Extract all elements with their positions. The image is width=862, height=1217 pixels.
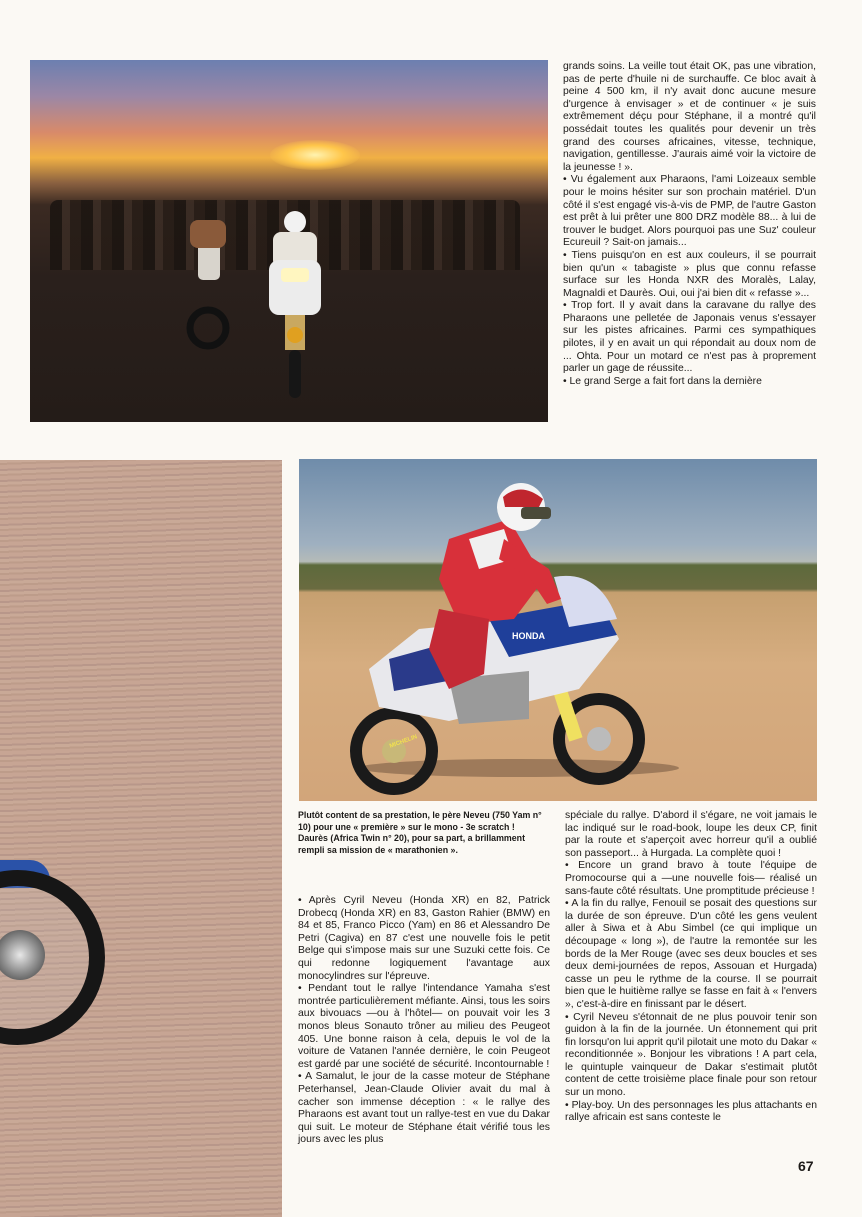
paragraph: • A Samalut, le jour de la casse moteur de Stéphane Peterhansel, Jean-Claude Olivier avait du mal à cacher son immense déception : « le rallye des Pharaons est avant tout un rallye-test en vue du Dakar qui suit. Le moteur de Stéphane était vérifié tous les jours avec les plus: [298, 1071, 550, 1147]
bivouac-sunset-photo: [30, 60, 548, 422]
paragraph: • Encore un grand bravo à toute l'équipe de Promocourse qui a —une nouvelle fois— réalisé un sans-faute côté résultats. Une promptitude précieuse !: [565, 860, 817, 898]
rider-honda-photo: [299, 459, 817, 801]
rider-illustration: [299, 459, 817, 801]
text-column-bottom-middle: [298, 895, 550, 1147]
tire-brand-label: MICHELIN: [388, 734, 419, 750]
paragraph: • Tiens puisqu'on en est aux couleurs, il se pourrait bien qu'un « tabagiste » plus que connu refasse surface sur les Honda NXR des Moralès, Lalay, Magnaldi et Daurès. Oui, oui j'ai bien dit « refasse »...: [563, 250, 816, 300]
page-number: 67: [798, 1158, 814, 1174]
paragraph: • Après Cyril Neveu (Honda XR) en 82, Patrick Drobecq (Honda XR) en 83, Gaston Rahier (BMW) en 84 et 85, Franco Picco (Yam) en 86 et Alessandro De Petri (Cagiva) en 87 c'est une nouvelle fois le petit Belge qui s'impose mais sur une Suzuki cette fois. Ce qui redonne logiquement l'avantage aux monocylindres sur l'épreuve.: [298, 895, 550, 983]
paragraph: • A la fin du rallye, Fenouil se posait des questions sur la durée de son épreuve. D'un côté les gens veulent aller à Siwa et à Abu Simbel (ce qui implique un découpage « long »), de l'autre la remontée sur les bords de la Mer Rouge (avec ses deux boucles et ses deux demi-journées de repos, Assouan et Hurgada) casse un peu le rythme de la course. Il se pourrait bien que le huitième rallye se fasse en fait à « l'envers », c'est-à-dire en finissant par le désert.: [565, 898, 817, 1011]
paragraph: • Pendant tout le rallye l'intendance Yamaha s'est montrée particulièrement méfiante. Ainsi, tous les soirs aux bivouacs —ou à l'hôtel— on pouvait voir les 3 monos bleus Sonauto trôner au milieu des Peugeot 405. Une bonne raison à cela, depuis le vol de la voiture de Vatanen l'année dernière, le coin Peugeot est gardé par une société de sécurité. Incontournable !: [298, 983, 550, 1071]
paragraph: • Play-boy. Un des personnages les plus attachants en rallye africain est sans conteste le: [565, 1100, 817, 1125]
helmet-number: 2: [513, 493, 520, 505]
paragraph: grands soins. La veille tout était OK, pas une vibration, pas de perte d'huile ni de surchauffe. Ce bloc avait à peine 4 500 km, il n'y avait donc aucune mesure d'urgence à envisager » et de continuer « je suis extrêmement déçu pour Stéphane, il a montré qu'il possédait toutes les qualités pour devenir un très grand des courses africaines, vitesse, technique, navigation, gentillesse. J'aurais aimé voir la victoire de la jeunesse ! ».: [563, 61, 816, 173]
sunset-glow: [270, 140, 360, 170]
paragraph: • Trop fort. Il y avait dans la caravane du rallye des Pharaons une pelletée de Japonais venus s'essayer sur les pistes africaines. Parmi ces sympathiques pilotes, il y en avait un qui répondait au doux nom de ... Ohta. Pour un motard ce n'est pas à proprement parler un gage de réussite...: [563, 300, 816, 376]
caption-line: Daurès (Africa Twin n° 20), pour sa part, a brillamment rempli sa mission de « marathonien ».: [298, 833, 526, 856]
paragraph: spéciale du rallye. D'abord il s'égare, ne voit jamais le lac indiqué sur le road-book, loupe les deux CP, finit par la route et s'aperçoit avec horreur qu'il a oublié son passeport... à Hurgada. La complète quoi !: [565, 810, 817, 859]
desert-speed-photo: [0, 460, 282, 1217]
caption-line: Plutôt content de sa prestation, le père Neveu (750 Yam n° 10) pour une « première » sur le mono - 3e scratch !: [298, 810, 542, 833]
text-column-bottom-right: [565, 810, 817, 1125]
foreground-motorcycle: [255, 210, 335, 400]
fairing-brand-label: HONDA: [512, 631, 545, 641]
background-motorcycle: [180, 220, 235, 350]
paragraph: • Le grand Serge a fait fort dans la dernière: [563, 376, 816, 389]
paragraph: • Vu également aux Pharaons, l'ami Loizeaux semble pour le moins hésiter sur son prochain matériel. D'un côté il s'est engagé vis-à-vis de PMP, de l'autre Gaston est prêt à lui prêter une 800 DRZ modèle 88... à lui de trouver le budget. Alors pourquoi pas une Suz' couleur Ecureuil ? Sait-on jamais...: [563, 174, 816, 250]
photo-caption: [298, 810, 550, 856]
text-column-top-right: [563, 61, 816, 388]
paragraph: • Cyril Neveu s'étonnait de ne plus pouvoir tenir son guidon à la fin de la journée. Un étonnement qui prit fin lorsqu'on lui apprit qu'il pilotait une moto du Dakar « reconditionnée ». Bonjour les vibrations ! A part cela, le quintuple vainqueur de Dakar s'estimait plutôt content de cette troisième place finale pour son retour sur un mono.: [565, 1012, 817, 1100]
